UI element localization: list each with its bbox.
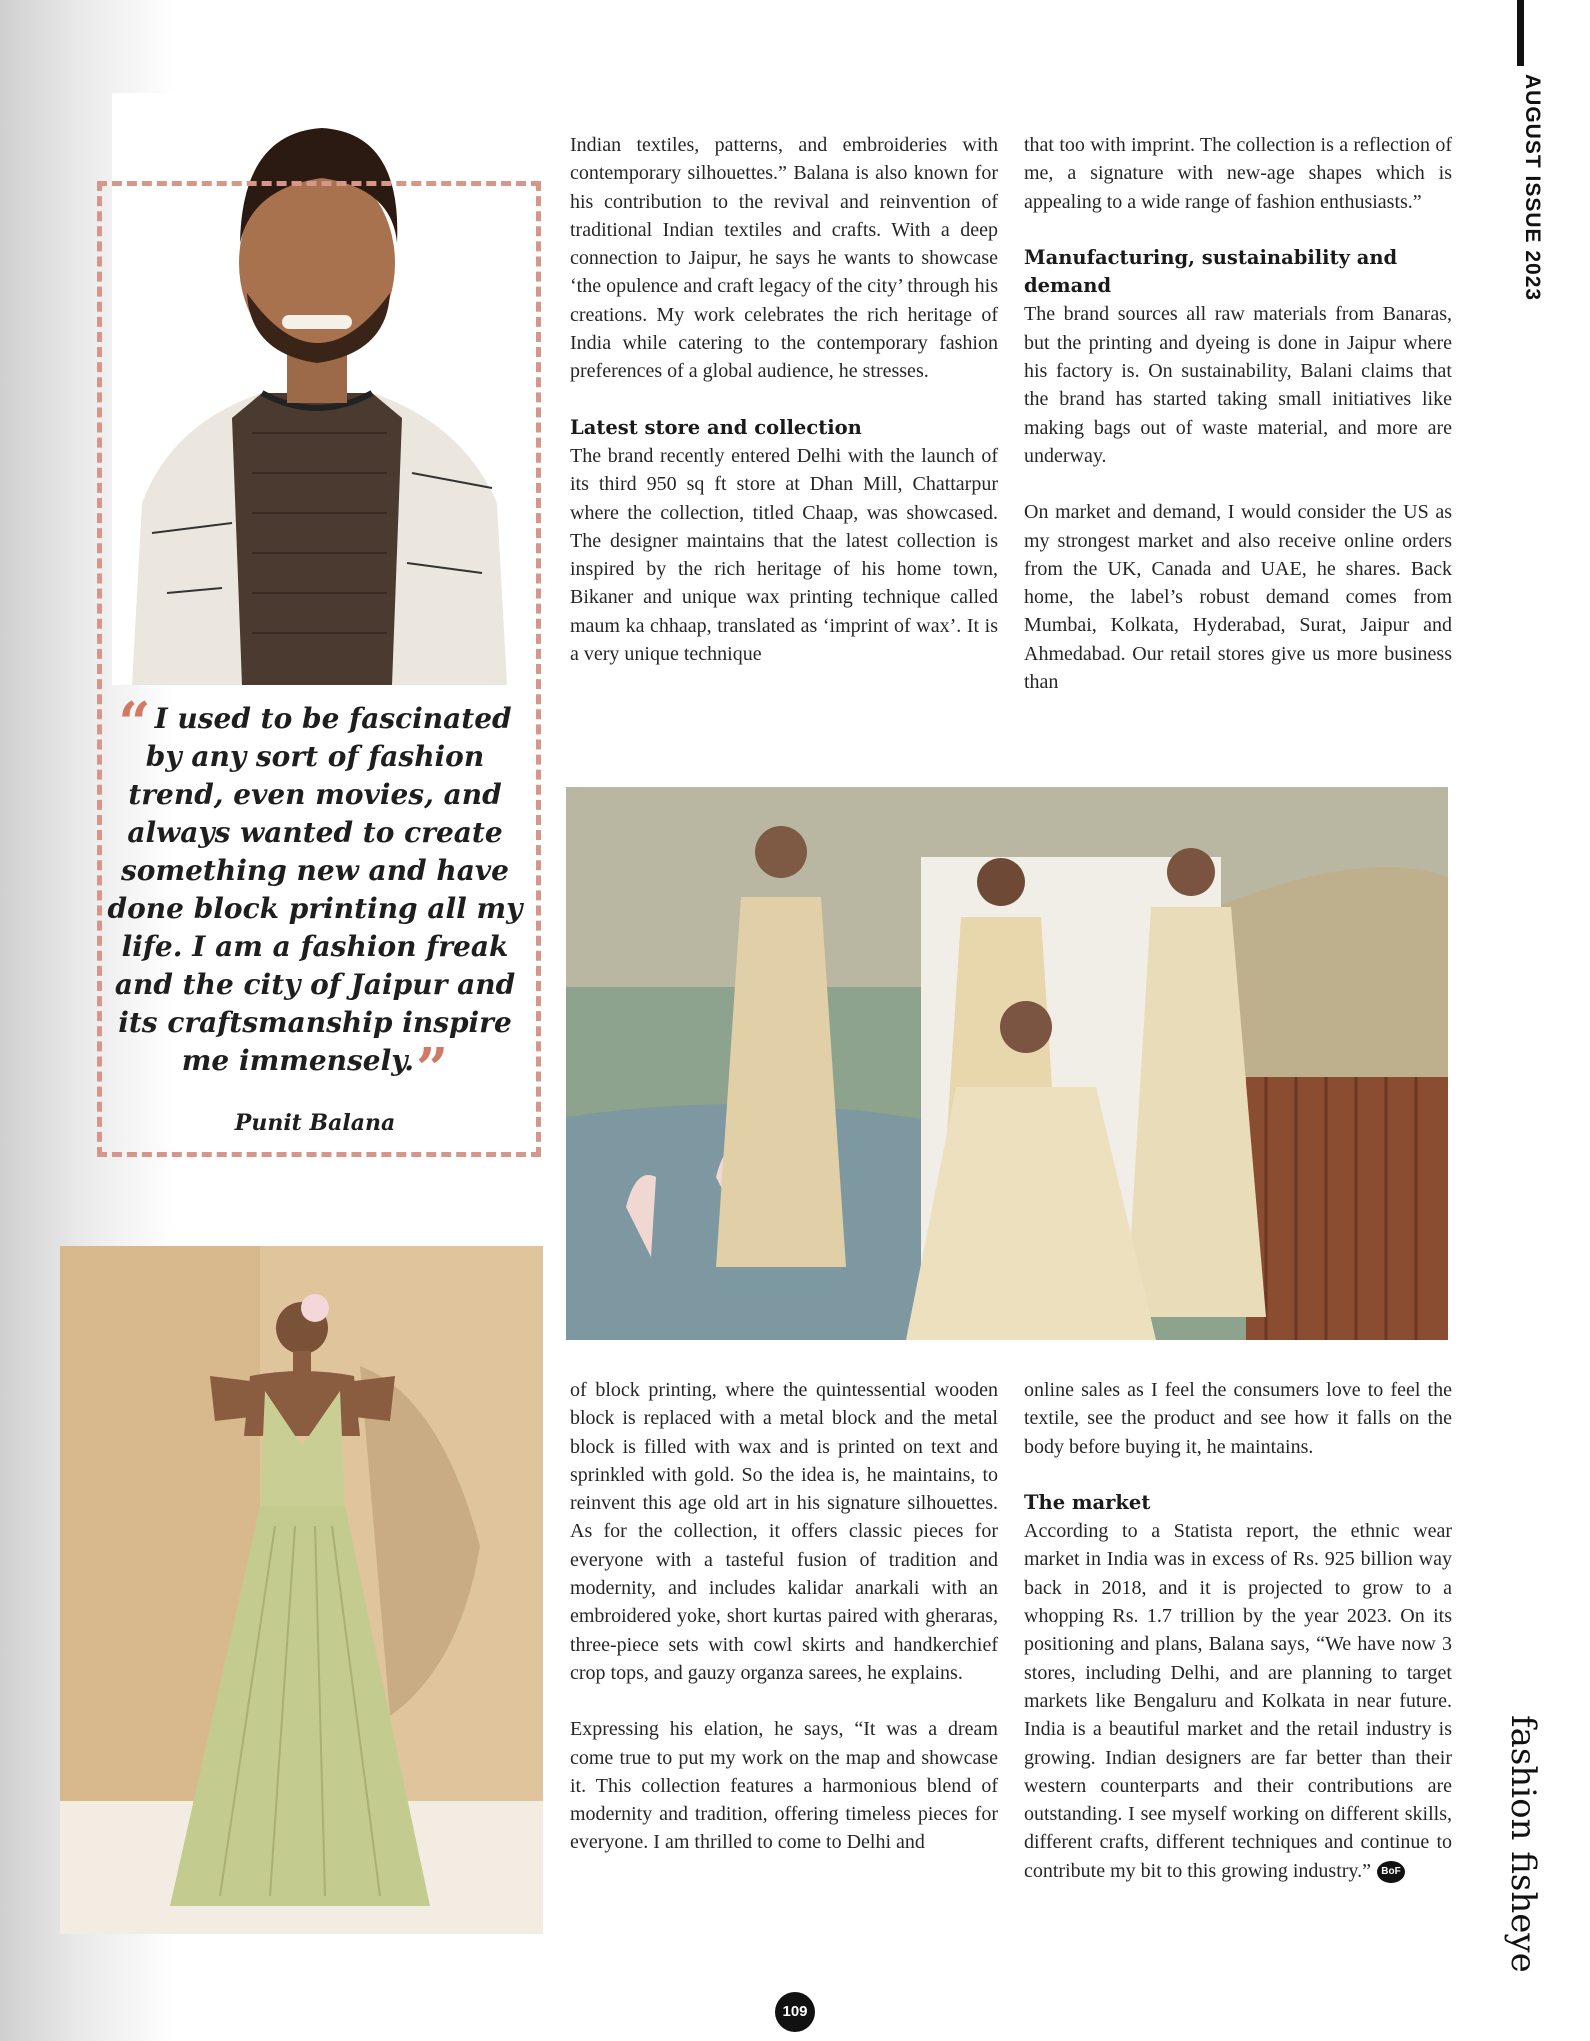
close-quote-icon: ” <box>416 1036 449 1102</box>
pull-quote-text: I used to be fascinated by any sort of fashion trend, even movies, and always wanted to create something new and have done block printing all my life. I am a fashion freak and the city of Jaipur and its craftsmanship inspire me immensely. <box>107 702 523 1077</box>
article-column-bottom-left <box>570 1376 998 1857</box>
article-column-bottom-right <box>1024 1376 1452 1885</box>
paragraph: The brand sources all raw materials from Banaras, but the printing and dyeing is done in Jaipur where his factory is. On sustainability, Balani claims that the brand has started taking small initiatives like making bags out of waste material, and more are underway. <box>1024 303 1452 467</box>
paragraph: online sales as I feel the consumers love to feel the textile, see the product and see how it falls on the body before buying it, he maintains. <box>1024 1379 1452 1458</box>
model-green-gown-photo <box>60 1246 543 1934</box>
section-heading: The market <box>1024 1490 1151 1514</box>
page-number: 109 <box>775 1992 815 2032</box>
open-quote-icon: “ <box>118 690 151 756</box>
side-rule <box>1517 0 1524 66</box>
collection-group-photo <box>566 787 1448 1340</box>
last-paragraph <box>1024 1517 1452 1885</box>
paragraph: The brand recently entered Delhi with the launch of its third 950 sq ft store at Dhan Mill, Chattarpur where the collection, titled Chaap, was showcased. The designer maintains that the latest collection is inspired by the rich heritage of his home town, Bikaner and unique wax printing technique called maum ka chhaap, translated as ‘imprint of wax’. It is a very unique technique <box>570 444 998 666</box>
paragraph: Indian textiles, patterns, and embroideries with contemporary silhouettes.” Balana is also known for his contribution to the revival and reinvention of traditional Indian textiles and crafts. With a deep connection to Jaipur, he says he wants to showcase ‘the opulence and craft legacy of the city’ through his creations. My work celebrates the rich heritage of India while catering to the contemporary fashion preferences of a global audience, he stresses. <box>570 134 998 383</box>
section-brand: fashion fisheye <box>1503 1715 1543 1973</box>
paragraph: On market and demand, I would consider the US as my strongest market and also receive online orders from the UK, Canada and UAE, he shares. Back home, the label’s robust demand comes from Mumbai, Kolkata, Hyderabad, Surat, Jaipur and Ahmedabad. Our retail stores give us more business than <box>1024 501 1452 694</box>
paragraph: of block printing, where the quintessential wooden block is replaced with a metal block and the metal block is filled with wax and is printed on text and sprinkled with gold. So the idea is, he maintains, to reinvent this age old art in his signature silhouettes. As for the collection, it offers classic pieces for everyone with a tasteful fusion of tradition and modernity, and includes kalidar anarkali with an embroidered yoke, short kurtas paired with gheraras, three-piece sets with cowl skirts and handkerchief crop tops, and gauzy organza sarees, he explains. <box>570 1379 998 1684</box>
paragraph: Expressing his elation, he says, “It was a dream come true to put my work on the map and showcase it. This collection features a harmonious blend of modernity and tradition, offering timeless pieces for everyone. I am thrilled to come to Delhi and <box>570 1718 998 1854</box>
issue-label: AUGUST ISSUE 2023 <box>1521 74 1544 302</box>
paragraph: that too with imprint. The collection is a reflection of me, a signature with new-age shapes which is appealing to a wide range of fashion enthusiasts.” <box>1024 134 1452 213</box>
section-heading: Manufacturing, sustainability and demand <box>1024 245 1398 298</box>
section-heading: Latest store and collection <box>570 415 862 439</box>
quote-author: Punit Balana <box>234 1110 396 1136</box>
article-column-top-left <box>570 131 998 668</box>
paragraph-text: According to a Statista report, the ethnic wear market in India was in excess of Rs. 925 billion way back in 2018, and it is projected to grow to a whopping Rs. 1.7 trillion by the year 2023. On its positioning and plans, Balana says, “We have now 3 stores, including Delhi, and are planning to target markets like Bengaluru and Kolkata in near future. India is a beautiful market and the retail industry is growing. Indian designers are far better than their western counterparts and their contributions are outstanding. I see myself working on different skills, different crafts, different techniques and continue to contribute my bit to this growing industry.” <box>1024 1520 1452 1882</box>
end-mark-icon: BoF <box>1377 1861 1405 1883</box>
article-column-top-right <box>1024 131 1452 696</box>
pull-quote <box>105 690 525 1102</box>
